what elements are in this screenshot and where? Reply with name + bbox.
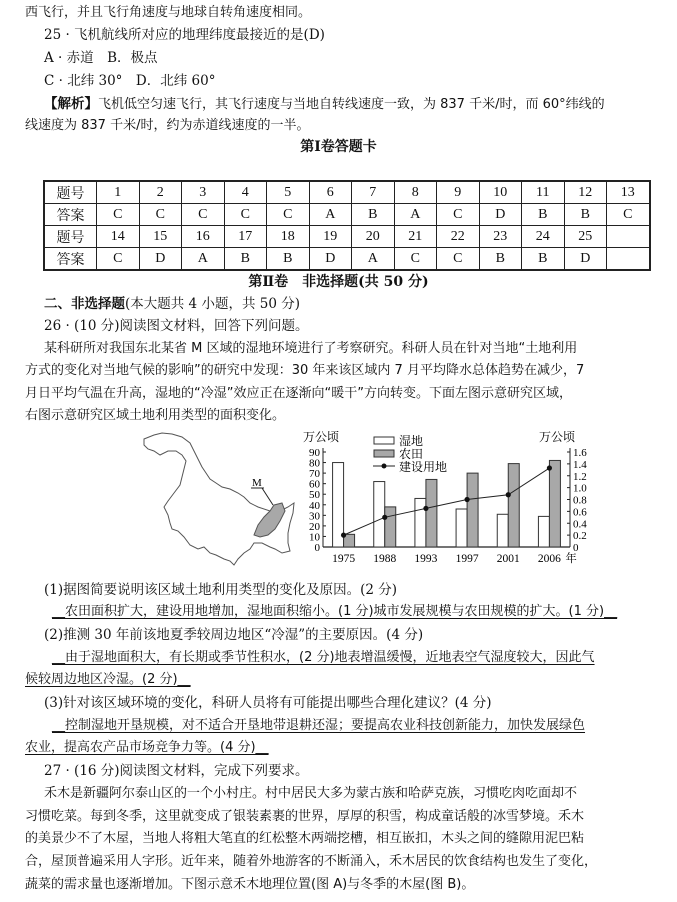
answer-table-cell: C — [267, 204, 310, 226]
answer-table-cell: 1 — [97, 181, 140, 204]
bar-wetland — [538, 516, 549, 547]
left-tick-label: 0 — [314, 542, 320, 554]
part2-title: 第Ⅱ卷 非选择题(共 50 分) — [248, 274, 429, 290]
bar-farmland — [467, 473, 478, 547]
left-tick-label: 50 — [309, 489, 320, 502]
right-tick-label: 1.2 — [573, 470, 587, 483]
answer-table-cell: 14 — [97, 226, 140, 248]
left-tick-label: 70 — [309, 468, 320, 481]
answer-table-cell: C — [607, 204, 650, 226]
left-tick-label: 30 — [309, 510, 320, 523]
construction-land-point — [382, 515, 387, 520]
region-m-label: M — [252, 477, 262, 489]
answer-table-cell: B — [522, 204, 565, 226]
answer-table-cell: 19 — [309, 226, 352, 248]
answer-table-cell: 7 — [352, 181, 395, 204]
right-tick-label: 0.4 — [573, 518, 587, 531]
legend-farmland-label: 农田 — [399, 447, 424, 461]
answer-table-number-row — [44, 226, 650, 248]
answer-table-answer-row — [44, 204, 650, 226]
bar-farmland — [549, 460, 560, 547]
q26-sub3-answer-1: __控制湿地开垦规模，对不适合开垦地带退耕还湿；要提高农业科技创新能力，加快发展绿色 — [52, 718, 586, 733]
q26-sub2-answer-2: 候较周边地区冷湿。(2 分)__ — [25, 672, 191, 687]
bar-wetland — [415, 498, 426, 547]
q27-para-line: 禾木是新疆阿尔泰山区的一个小村庄。村中居民大多为蒙古族和哈萨克族，习惯吃肉吃面却不 — [44, 786, 578, 801]
answer-table-cell: 11 — [522, 181, 565, 204]
answer-table-answer-row — [44, 248, 650, 271]
answer-table-cell: 23 — [479, 226, 522, 248]
answer-table-cell: 9 — [437, 181, 480, 204]
answer-table-cell: C — [224, 204, 267, 226]
answer-table-cell — [607, 226, 650, 248]
answer-table-row-label: 答案 — [44, 248, 97, 271]
answer-table-cell: 6 — [309, 181, 352, 204]
bar-farmland — [426, 479, 437, 547]
left-tick-label: 20 — [309, 520, 320, 533]
right-tick-label: 1.6 — [573, 447, 587, 459]
region-m-leader — [262, 488, 273, 505]
question-25: 25 · 飞机航线所对应的地理纬度最接近的是(D) — [44, 27, 325, 43]
answer-table-cell: 24 — [522, 226, 565, 248]
x-axis-unit-label: 年 — [565, 553, 577, 565]
left-tick-label: 60 — [309, 478, 320, 491]
right-axis-unit: 万公顷 — [539, 430, 576, 444]
answer-table-cell: C — [437, 248, 480, 271]
x-tick-label: 1975 — [332, 553, 356, 565]
answer-table-cell: 5 — [267, 181, 310, 204]
question-25-options-cd: C · 北纬 30° D．北纬 60° — [44, 73, 216, 89]
right-tick-label: 0.8 — [573, 494, 587, 507]
x-tick-label: 1993 — [414, 553, 438, 565]
q27-para-line: 习惯吃菜。每到冬季，这里就变成了银装素裹的世界，厚厚的积雪，构成童话般的冰雪梦境。禾木 — [25, 809, 585, 824]
question-27-title: 27 · (16 分)阅读图文材料，完成下列要求。 — [44, 763, 309, 779]
q26-para-line: 月日平均气温在升高，湿地的“冷湿”效应正在逐渐向“暖干”方向转变。下面左图示意研究区域， — [25, 386, 572, 401]
answer-table-cell: 18 — [267, 226, 310, 248]
bar-farmland — [508, 464, 519, 547]
left-tick-label: 40 — [309, 499, 320, 512]
q26-sub3-answer-2: 农业，提高农产品市场竞争力等。(4 分)__ — [25, 740, 269, 755]
analysis-line-2: 线速度为 837 千米/时，约为赤道线速度的一半。 — [25, 118, 310, 133]
bar-wetland — [456, 509, 467, 547]
answer-table-cell — [607, 248, 650, 271]
province-outline — [144, 433, 294, 565]
left-axis-unit: 万公顷 — [303, 430, 340, 444]
q27-para-line: 合，屋顶普遍采用人字形。近年来，随着外地游客的不断涌入，禾木居民的饮食结构也发生了变化， — [25, 854, 598, 869]
construction-land-point — [506, 492, 511, 497]
bar-wetland — [497, 514, 508, 547]
q26-sub3: (3)针对该区域环境的变化，科研人员将有可能提出哪些合理化建议？(4 分) — [44, 695, 492, 711]
right-tick-label: 1.0 — [573, 482, 587, 495]
q27-para-line: 的美景少不了木屋，当地人将粗大笔直的红松整木两端挖槽，相互嵌扣，木头之间的缝隙用泥巴粘 — [25, 831, 585, 846]
right-tick-label: 0.2 — [573, 530, 587, 543]
answer-table-cell: D — [479, 204, 522, 226]
legend-construction-dot — [382, 464, 387, 469]
answer-table-cell: 10 — [479, 181, 522, 204]
legend-construction-label: 建设用地 — [399, 460, 448, 474]
answer-table-cell: A — [182, 248, 225, 271]
x-tick-label: 1988 — [373, 553, 397, 565]
answer-table-cell: 4 — [224, 181, 267, 204]
legend-wetland-label: 湿地 — [399, 434, 424, 448]
answer-table-cell: C — [97, 204, 140, 226]
q26-para-line: 某科研所对我国东北某省 M 区域的湿地环境进行了考察研究。科研人员在针对当地“土地利用 — [44, 341, 578, 356]
answer-table-cell: C — [139, 204, 182, 226]
q26-para-line: 右图示意研究区域土地利用类型的面积变化。 — [25, 408, 286, 423]
answer-table-cell: 16 — [182, 226, 225, 248]
region-m-area — [254, 503, 285, 537]
question-25-options-ab: A · 赤道 B．极点 — [44, 50, 158, 66]
x-tick-label: 2001 — [496, 553, 520, 565]
region-map — [130, 425, 300, 575]
q26-sub1-answer: __农田面积扩大，建设用地增加，湿地面积缩小。(1 分)城市发展规模与农田规模的扩大。(1 分)__ — [52, 604, 618, 619]
answer-table-cell: 25 — [564, 226, 607, 248]
q27-para-line: 蔬菜的需求量也逐渐增加。下图示意禾木地理位置(图 A)与冬季的木屋(图 B)。 — [25, 877, 475, 892]
section-heading-rest: (本大题共 4 小题，共 50 分) — [125, 296, 300, 312]
answer-table-cell: 3 — [182, 181, 225, 204]
section-heading — [44, 295, 300, 313]
answer-table-number-row — [44, 181, 650, 204]
bar-farmland — [385, 507, 396, 547]
answer-table-cell: C — [437, 204, 480, 226]
analysis-line-1 — [44, 95, 605, 114]
answer-table-cell: B — [564, 204, 607, 226]
answer-table-cell: B — [352, 204, 395, 226]
answer-table-cell: 13 — [607, 181, 650, 204]
construction-land-point — [547, 465, 552, 470]
answer-table-cell: B — [224, 248, 267, 271]
answer-table-cell: D — [139, 248, 182, 271]
construction-land-point — [464, 497, 469, 502]
answer-table-cell: A — [309, 204, 352, 226]
answer-table-cell: B — [522, 248, 565, 271]
continuation-line: 西飞行，并且飞行角速度与地球自转角速度相同。 — [25, 5, 312, 20]
left-tick-label: 90 — [309, 447, 320, 459]
answer-table-cell: C — [394, 248, 437, 271]
analysis-text: 飞机低空匀速飞行，其飞行速度与当地自转线速度一致，为 837 千米/时，而 60°纬线的 — [98, 97, 605, 112]
legend-farmland-swatch — [374, 450, 394, 457]
land-use-chart — [295, 425, 600, 575]
answer-table-cell: 22 — [437, 226, 480, 248]
question-26-title: 26 · (10 分)阅读图文材料，回答下列问题。 — [44, 318, 309, 334]
answer-table — [43, 180, 651, 271]
q26-sub2: (2)推测 30 年前该地夏季较周边地区“冷湿”的主要原因。(4 分) — [44, 627, 424, 643]
answer-card-title: 第Ⅰ卷答题卡 — [300, 139, 377, 155]
left-tick-label: 80 — [309, 457, 320, 470]
answer-table-row-label: 题号 — [44, 226, 97, 248]
legend-wetland-swatch — [374, 437, 394, 444]
x-tick-label: 2006 — [537, 553, 561, 565]
answer-table-cell: C — [182, 204, 225, 226]
right-tick-label: 0.6 — [573, 506, 587, 519]
analysis-tag: 【解析】 — [44, 96, 98, 112]
x-tick-label: 1997 — [455, 553, 479, 565]
left-tick-label: 10 — [309, 531, 320, 544]
answer-table-cell: D — [309, 248, 352, 271]
answer-table-cell: 15 — [139, 226, 182, 248]
answer-table-cell: D — [564, 248, 607, 271]
answer-table-cell: 21 — [394, 226, 437, 248]
answer-table-cell: 20 — [352, 226, 395, 248]
answer-table-cell: 8 — [394, 181, 437, 204]
answer-table-cell: C — [97, 248, 140, 271]
q26-sub1: (1)据图简要说明该区域土地利用类型的变化及原因。(2 分) — [44, 582, 398, 598]
construction-land-point — [341, 533, 346, 538]
answer-table-cell: B — [479, 248, 522, 271]
answer-table-cell: 2 — [139, 181, 182, 204]
answer-table-cell: 12 — [564, 181, 607, 204]
q26-sub2-answer-1: __由于湿地面积大，有长期或季节性积水，(2 分)地表增温缓慢，近地表空气湿度较大，因此气 — [52, 650, 595, 665]
right-tick-label: 1.4 — [573, 458, 587, 471]
right-tick-label: 0 — [573, 542, 579, 554]
section-heading-bold: 二、非选择题 — [44, 296, 125, 312]
answer-table-row-label: 答案 — [44, 204, 97, 226]
answer-table-row-label: 题号 — [44, 181, 97, 204]
construction-land-point — [423, 506, 428, 511]
answer-table-cell: A — [352, 248, 395, 271]
q26-para-line: 方式的变化对当地气候的影响”的研究中发现：30 年来该区域内 7 月平均降水总体趋势在减少，7 — [25, 363, 585, 378]
answer-table-cell: 17 — [224, 226, 267, 248]
answer-table-cell: A — [394, 204, 437, 226]
bar-wetland — [374, 482, 385, 547]
answer-table-cell: B — [267, 248, 310, 271]
